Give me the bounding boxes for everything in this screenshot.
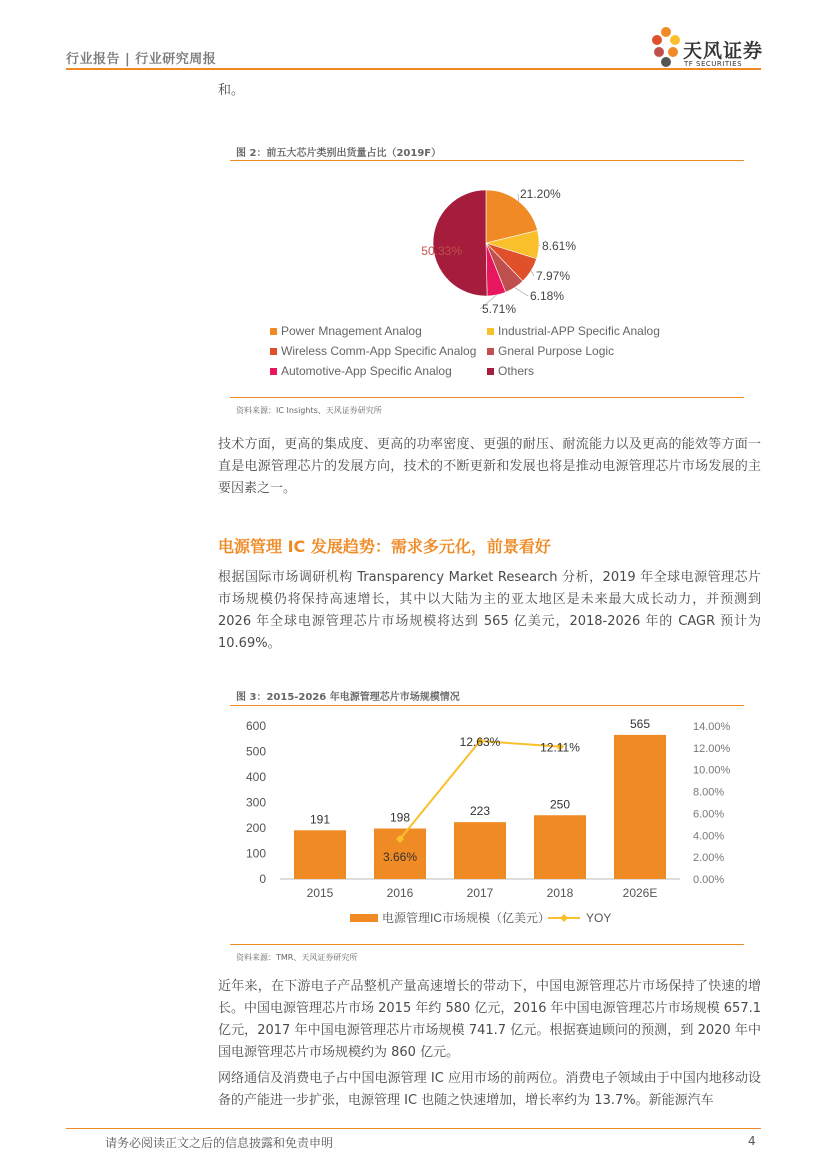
x-axis-tick-label: 2026E bbox=[622, 886, 658, 900]
y-axis-tick-label: 400 bbox=[245, 770, 266, 784]
legend-label: YOY bbox=[586, 911, 612, 925]
section-heading: 电源管理 IC 发展趋势：需求多元化，前景看好 bbox=[218, 537, 551, 556]
legend-label: 电源管理IC市场规模（亿美元） bbox=[382, 911, 551, 925]
pie-chart bbox=[380, 172, 640, 322]
paragraph-technology: 技术方面，更高的集成度、更高的功率密度、更强的耐压、耐流能力以及更高的能效等方面一直是电源管理芯片的发展方向，技术的不断更新和发展也将是推动电源管理芯片市场发展的主要因素之一。 bbox=[218, 437, 761, 496]
figure-2-source: 资料来源：IC Insights、天风证券研究所 bbox=[236, 406, 382, 415]
figure-3-bottom-rule bbox=[230, 944, 744, 945]
legend-label: Power Mnagement Analog bbox=[281, 324, 422, 338]
yoy-data-label: 3.66% bbox=[382, 850, 418, 865]
y2-axis-tick-label: 14.00% bbox=[693, 721, 731, 733]
bar-data-label: 191 bbox=[309, 812, 331, 827]
brand-logo-icon bbox=[650, 26, 682, 68]
legend-swatch bbox=[270, 348, 277, 355]
legend-label: Others bbox=[498, 364, 535, 378]
header-divider bbox=[66, 68, 761, 70]
x-axis-tick-label: 2017 bbox=[466, 886, 494, 900]
paragraph-network: 网络通信及消费电子占中国电源管理 IC 应用市场的前两位。消费电子领域由于中国内地移动设备的产能进一步扩张，电源管理 IC 也随之快速增加，增长率约为 13.7%。新能源汽车 bbox=[218, 1071, 761, 1108]
pie-leader-line bbox=[518, 194, 519, 201]
pie-data-label: 50.33% bbox=[421, 244, 462, 258]
pie-data-label: 6.18% bbox=[530, 289, 565, 303]
page-number: 4 bbox=[748, 1134, 756, 1148]
y2-axis-tick-label: 4.00% bbox=[693, 830, 725, 843]
legend-swatch-bar bbox=[350, 914, 378, 922]
bar bbox=[454, 822, 506, 879]
pie-legend-item bbox=[270, 344, 487, 358]
pie-leader-line bbox=[531, 271, 534, 276]
bar bbox=[534, 815, 586, 879]
y-axis-tick-label: 200 bbox=[245, 821, 266, 835]
y2-axis-tick-label: 12.00% bbox=[693, 742, 731, 755]
y2-axis-tick-label: 10.00% bbox=[693, 764, 731, 777]
legend-swatch bbox=[270, 368, 277, 375]
y-axis-tick-label: 0 bbox=[259, 872, 266, 886]
pie-data-label: 5.71% bbox=[482, 302, 517, 316]
paragraph-china-market: 近年来，在下游电子产品整机产量高速增长的带动下，中国电源管理芯片市场保持了快速的增长。中国电源管理芯片市场 2015 年约 580 亿元，2016 年中国电源管理芯片市场规模 657.1 亿元，2017 年中国电源管理芯片市场规模 741.7 亿元。根据赛迪顾问的预测，到 2020 年中国电源管理芯片市场规模约为 860 亿元。 bbox=[218, 979, 761, 1060]
brand-name-en: TF SECURITIES bbox=[684, 60, 743, 68]
pie-legend-item bbox=[487, 344, 700, 358]
bar bbox=[614, 735, 666, 879]
pie-legend bbox=[270, 324, 700, 378]
bar-data-label: 250 bbox=[549, 797, 571, 812]
bar bbox=[294, 830, 346, 879]
footer-disclaimer: 请务必阅读正文之后的信息披露和免责申明 bbox=[105, 1136, 334, 1150]
pie-leader-line bbox=[515, 288, 528, 296]
footer-divider bbox=[66, 1128, 761, 1129]
pie-legend-item bbox=[270, 324, 487, 338]
y2-axis-tick-label: 0.00% bbox=[693, 874, 725, 886]
figure-3-title: 图 3：2015-2026 年电源管理芯片市场规模情况 bbox=[236, 692, 460, 703]
legend-swatch bbox=[270, 328, 277, 335]
paragraph-intro-tail: 和。 bbox=[218, 83, 245, 98]
combo-chart bbox=[230, 708, 744, 940]
legend-label: Gneral Purpose Logic bbox=[498, 344, 615, 358]
x-axis-tick-label: 2016 bbox=[386, 886, 414, 900]
y-axis-tick-label: 500 bbox=[245, 744, 266, 759]
legend-swatch bbox=[487, 328, 494, 335]
x-axis-tick-label: 2015 bbox=[306, 886, 334, 900]
figure-2-bottom-rule bbox=[230, 397, 744, 398]
y-axis-tick-label: 600 bbox=[245, 719, 266, 733]
figure-3-top-rule bbox=[230, 705, 744, 706]
figure-2-title: 图 2：前五大芯片类别出货量占比（2019F） bbox=[236, 148, 442, 159]
legend-swatch bbox=[487, 368, 494, 375]
pie-data-label: 8.61% bbox=[542, 239, 577, 253]
y2-axis-tick-label: 2.00% bbox=[693, 852, 725, 865]
paragraph-market: 根据国际市场调研机构 Transparency Market Research 分析，2019 年全球电源管理芯片市场规模仍将保持高速增长，其中以大陆为主的亚太地区是未来最大成长动力，并预测到 2026 年全球电源管理芯片市场规模将达到 565 亿美元，2018-2026 年的 CAGR 预计为 10.69%。 bbox=[218, 570, 761, 651]
y-axis-tick-label: 100 bbox=[245, 846, 266, 861]
y2-axis-tick-label: 8.00% bbox=[693, 786, 725, 799]
bar-data-label: 198 bbox=[389, 810, 411, 825]
brand-name: 天风证券 bbox=[683, 40, 764, 62]
pie-slice bbox=[433, 190, 487, 296]
bar-data-label: 565 bbox=[629, 716, 651, 731]
figure-3-source: 资料来源：TMR、天风证券研究所 bbox=[236, 953, 358, 962]
legend-label: Industrial-APP Specific Analog bbox=[498, 324, 660, 338]
legend-swatch bbox=[487, 348, 494, 355]
legend-label: Automotive-App Specific Analog bbox=[281, 364, 452, 378]
pie-legend-item bbox=[487, 364, 700, 378]
pie-legend-item bbox=[270, 364, 487, 378]
legend-label: Wireless Comm-App Specific Analog bbox=[281, 344, 477, 358]
bar-data-label: 223 bbox=[469, 804, 491, 819]
legend-swatch-marker bbox=[560, 914, 568, 922]
pie-legend-item bbox=[487, 324, 700, 338]
yoy-data-label: 12.63% bbox=[459, 734, 501, 749]
pie-data-label: 7.97% bbox=[536, 269, 571, 283]
y2-axis-tick-label: 6.00% bbox=[693, 808, 725, 821]
figure-2-top-rule bbox=[230, 160, 744, 161]
report-type-header: 行业报告 | 行业研究周报 bbox=[66, 52, 217, 67]
yoy-data-label: 12.11% bbox=[540, 740, 580, 755]
pie-data-label: 21.20% bbox=[520, 187, 561, 201]
y-axis-tick-label: 300 bbox=[245, 795, 266, 810]
x-axis-tick-label: 2018 bbox=[546, 886, 574, 900]
